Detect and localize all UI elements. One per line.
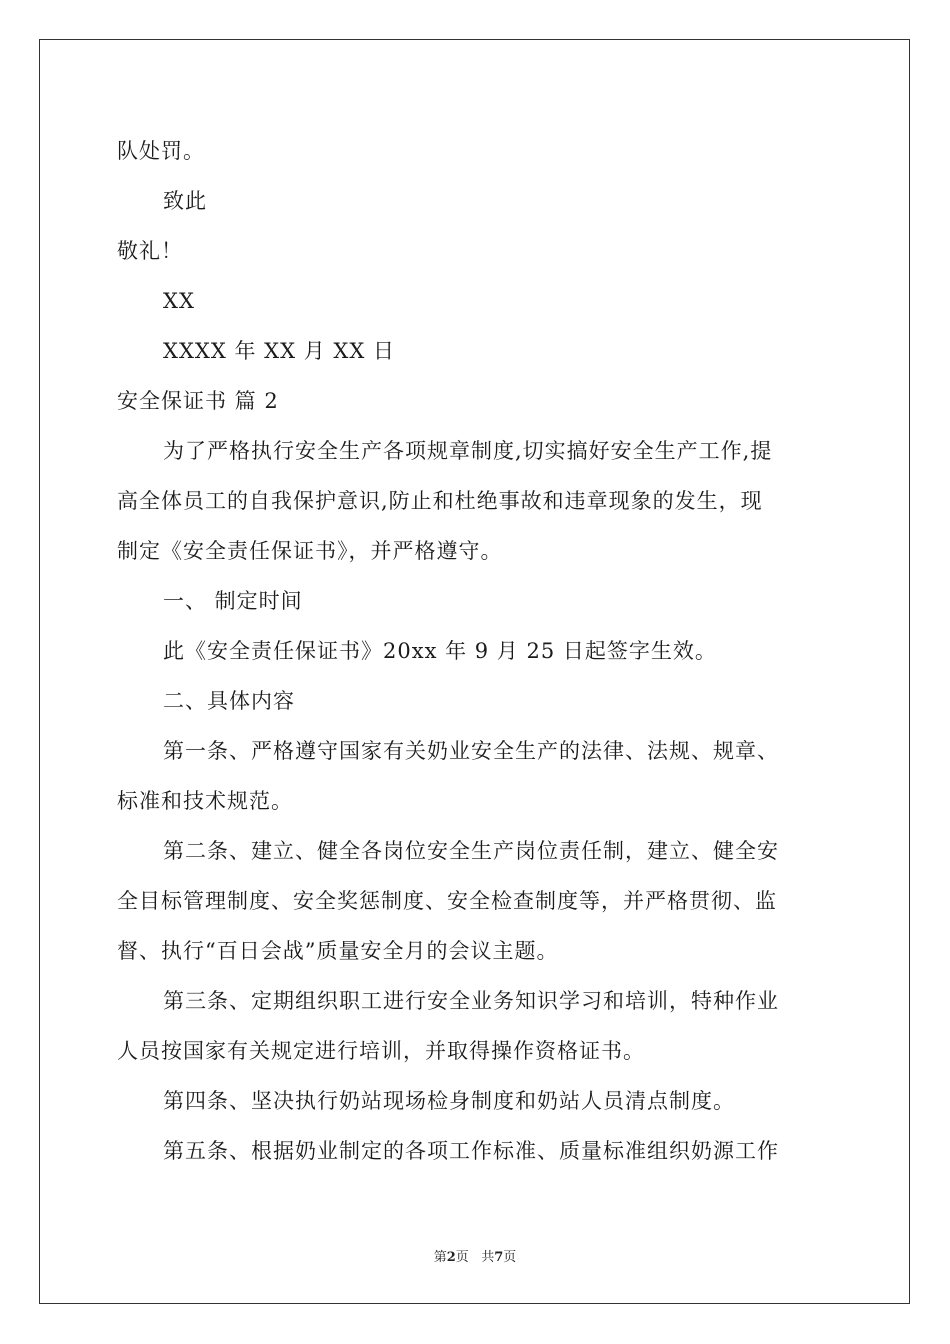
signature-name: XX	[163, 289, 195, 313]
paragraph-line: 制定《安全责任保证书》，并严格遵守。	[117, 539, 503, 563]
footer-total-prefix: 共	[481, 1250, 495, 1265]
footer-page-number: 2	[446, 1250, 456, 1265]
article-line: 第四条、坚决执行奶站现场检身制度和奶站人员清点制度。	[163, 1089, 735, 1113]
article-line: 第五条、根据奶业制定的各项工作标准、质量标准组织奶源工作	[163, 1139, 779, 1163]
footer-page-prefix: 第	[433, 1250, 447, 1265]
subheading-time: 一、 制定时间	[163, 589, 303, 613]
signature-date: XXXX 年 XX 月 XX 日	[163, 339, 395, 363]
footer-total-pages: 7	[494, 1250, 504, 1265]
section-title: 安全保证书 篇 2	[117, 389, 279, 413]
article-line: 第二条、建立、健全各岗位安全生产岗位责任制，建立、健全安	[163, 839, 779, 863]
paragraph-line: 高全体员工的自我保护意识,防止和杜绝事故和违章现象的发生，现	[117, 489, 763, 513]
article-line: 人员按国家有关规定进行培训，并取得操作资格证书。	[117, 1039, 645, 1063]
subheading-content: 二、具体内容	[163, 689, 295, 713]
document-body	[117, 126, 835, 1176]
closing-salute: 敬礼！	[117, 239, 183, 263]
footer-page-suffix: 页	[455, 1250, 469, 1265]
paragraph-line: 为了严格执行安全生产各项规章制度,切实搞好安全生产工作,提	[163, 439, 773, 463]
article-line: 标准和技术规范。	[117, 789, 293, 813]
article-line: 第三条、定期组织职工进行安全业务知识学习和培训，特种作业	[163, 989, 779, 1013]
paragraph-line: 队处罚。	[117, 139, 205, 163]
article-line: 督、执行“百日会战”质量安全月的会议主题。	[117, 939, 559, 963]
paragraph-line: 此《安全责任保证书》20xx 年 9 月 25 日起签字生效。	[163, 639, 717, 663]
footer-total-suffix: 页	[503, 1250, 517, 1265]
article-line: 全目标管理制度、安全奖惩制度、安全检查制度等，并严格贯彻、监	[117, 889, 777, 913]
page-footer	[0, 1246, 950, 1265]
closing-phrase: 致此	[163, 189, 207, 213]
article-line: 第一条、严格遵守国家有关奶业安全生产的法律、法规、规章、	[163, 739, 779, 763]
